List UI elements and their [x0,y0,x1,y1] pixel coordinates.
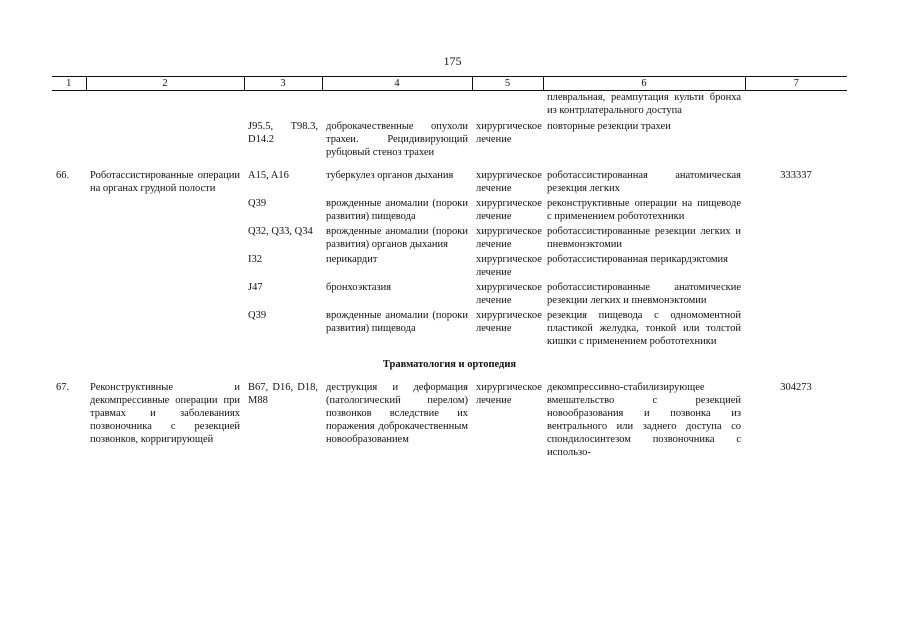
header-row [52,77,847,91]
section-row [52,348,847,381]
codes-cell: J47 [248,282,263,293]
model-cell: перикардит [326,254,378,265]
codes-cell: Q39 [248,198,267,209]
method-cell: роботассистированная перикардэктомия [547,254,729,265]
column-header: 7 [745,77,847,91]
row-number: 67. [56,382,70,393]
codes-cell: I32 [248,254,262,265]
codes-cell: Q39 [248,310,267,321]
cost-cell: 304273 [780,382,812,393]
treatment-cell: хирургическое лечение [476,170,542,194]
table-row [52,169,847,195]
method-cell: роботассистированная анатомическая резекция легких [547,170,741,194]
table-row [52,91,847,118]
operation-name-cell: Роботассистированные операции на органах грудной полости [90,170,240,194]
treatment-cell: хирургическое лечение [476,198,542,222]
model-cell: врожденные аномалии (пороки развития) пищевода [326,198,468,222]
method-cell: повторные резекции трахеи [547,121,671,132]
treatment-cell: хирургическое лечение [476,382,542,406]
page-number: 175 [443,54,462,68]
method-cell: реконструктивные операции на пищеводе с применением робототехники [547,198,741,222]
treatment-cell: хирургическое лечение [476,310,542,334]
method-cell: роботассистированные анатомические резекции легких и пневмонэктомии [547,282,741,306]
model-cell: врожденные аномалии (пороки развития) пищевода [326,310,468,334]
table-row [52,381,847,459]
codes-cell: A15, A16 [248,170,289,181]
column-header: 5 [472,77,543,91]
method-cell: резекция пищевода с одномоментной пластикой желудка, тонкой или толстой кишки с применением робототехники [547,310,741,347]
treatment-cell: хирургическое лечение [476,282,542,306]
column-header: 6 [543,77,745,91]
model-cell: деструкция и деформация (патологический перелом) позвонков вследствие их поражения доброкачественным новообразованием [326,382,468,445]
column-header: 2 [86,77,244,91]
codes-cell: J95.5, T98.3, D14.2 [248,121,318,145]
treatment-cell: хирургическое лечение [476,254,542,278]
model-cell: бронхоэктазия [326,282,392,293]
model-cell: доброкачественные опухоли трахеи. Рецидивирующий рубцовый стеноз трахеи [326,121,468,158]
table-row [52,117,847,159]
method-cell: роботассистированные резекции легких и пневмонэктомии [547,226,741,250]
row-number: 66. [56,170,70,181]
codes-cell: Q32, Q33, Q34 [248,226,313,237]
column-header: 3 [244,77,322,91]
method-cell: декомпрессивно-стабилизирующее вмешательство с резекцией новообразования и позвонка из вентрального или заднего доступа со спондилосинтезом позвоночника с использо- [547,382,741,458]
cost-cell: 333337 [780,170,812,181]
treatment-cell: хирургическое лечение [476,226,542,250]
column-header: 1 [52,77,86,91]
model-cell: врожденные аномалии (пороки развития) органов дыхания [326,226,468,250]
method-cell: плевральная, реампутация культи бронха из контрлатерального доступа [547,92,741,116]
treatment-cell: хирургическое лечение [476,121,542,145]
column-header: 4 [322,77,472,91]
model-cell: туберкулез органов дыхания [326,170,454,181]
procedures-table [52,76,847,459]
section-title: Травматология и ортопедия [382,359,517,370]
operation-name-cell: Реконструктивные и декомпрессивные операции при травмах и заболеваниях позвоночника с резекцией позвонков, корригирующей [90,382,240,445]
codes-cell: B67, D16, D18, M88 [248,382,318,406]
